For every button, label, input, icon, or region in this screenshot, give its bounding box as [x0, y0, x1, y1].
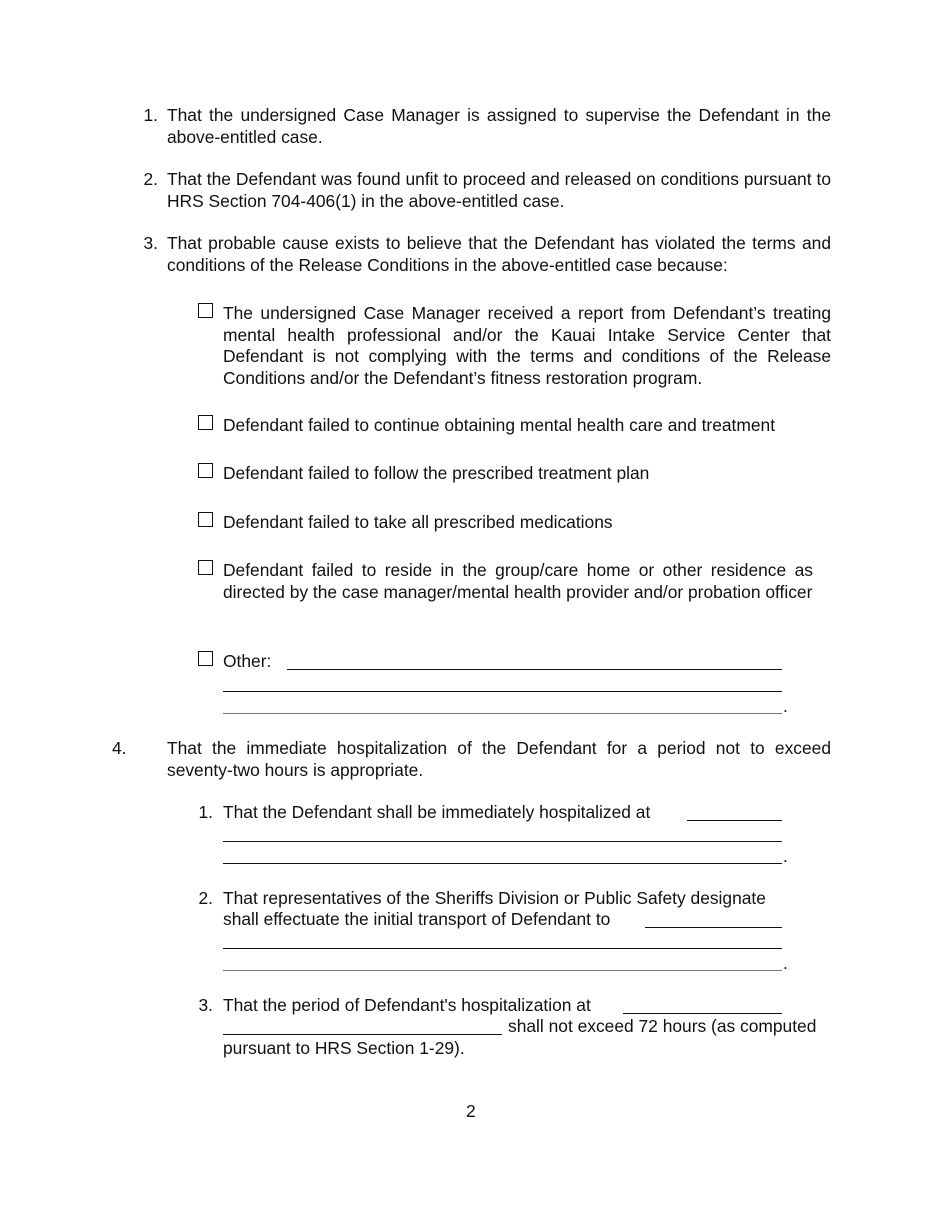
violation-3-text: Defendant failed to follow the prescribed treatment plan [223, 463, 650, 483]
violation-1-checkbox[interactable] [198, 303, 213, 318]
finding-2-text: That the Defendant was found unfit to proceed and released on conditions pursuant to HRS Section 704-406(1) in the above-entitled case. [167, 169, 831, 211]
finding-2-number: 2. [143, 169, 158, 189]
other-period: . [783, 696, 788, 716]
other-blank-line-1[interactable] [287, 669, 782, 670]
transport-blank-line-2[interactable] [223, 948, 782, 949]
period-blank-line-2[interactable] [223, 1034, 502, 1035]
violation-5-checkbox[interactable] [198, 560, 213, 575]
hospital-blank-line-3[interactable] [223, 863, 782, 864]
other-blank-line-3[interactable] [223, 713, 782, 714]
period-blank-line-1[interactable] [623, 1013, 782, 1014]
violation-5-text-content: Defendant failed to reside in the group/care home or other residence as directed by the case manager/mental health provider and/or probation officer [223, 560, 813, 602]
finding-1-number: 1. [143, 105, 158, 125]
violation-4-checkbox[interactable] [198, 512, 213, 527]
subitem-1-number: 1. [198, 802, 213, 822]
violation-2-text: Defendant failed to continue obtaining mental health care and treatment [223, 415, 776, 435]
transport-blank-line-1[interactable] [645, 927, 782, 928]
violation-5-text [223, 560, 831, 603]
other-blank-line-2[interactable] [223, 691, 782, 692]
subitem-3-text-tail: shall not exceed 72 hours (as computed [508, 1016, 817, 1036]
finding-3-text: That probable cause exists to believe that the Defendant has violated the terms and conditions of the Release Conditions in the above-entitled case because: [167, 233, 831, 275]
subitem-3-text-line1: That the period of Defendant's hospitalization at [223, 995, 591, 1015]
finding-3-number: 3. [143, 233, 158, 253]
subitem-2-number: 2. [198, 888, 213, 908]
violation-other-checkbox[interactable] [198, 651, 213, 666]
subitem-2-text-line2: shall effectuate the initial transport of Defendant to [223, 909, 611, 929]
section-4-number: 4. [112, 738, 127, 758]
section-4-text: That the immediate hospitalization of the Defendant for a period not to exceed seventy-two hours is appropriate. [167, 738, 831, 780]
finding-1-text: That the undersigned Case Manager is assigned to supervise the Defendant in the above-entitled case. [167, 105, 831, 147]
violation-other-label: Other: [223, 651, 272, 671]
violation-2-checkbox[interactable] [198, 415, 213, 430]
subitem-1-text: That the Defendant shall be immediately hospitalized at [223, 802, 651, 822]
subitem-3-text-line3: pursuant to HRS Section 1-29). [223, 1038, 465, 1058]
hospital-blank-line-2[interactable] [223, 841, 782, 842]
subitem-2-text-line1: That representatives of the Sheriffs Division or Public Safety designate [223, 888, 766, 908]
subitem-3-number: 3. [198, 995, 213, 1015]
violation-3-checkbox[interactable] [198, 463, 213, 478]
transport-period: . [783, 953, 788, 973]
transport-blank-line-3[interactable] [223, 970, 782, 971]
hospital-blank-line-1[interactable] [687, 820, 782, 821]
violation-4-text: Defendant failed to take all prescribed medications [223, 512, 613, 532]
violation-1-text: The undersigned Case Manager received a report from Defendant’s treating mental health professional and/or the Kauai Intake Service Center that Defendant is not complying with the terms and conditions of the Release Conditions and/or the Defendant’s fitness restoration program. [223, 303, 831, 388]
page-number: 2 [466, 1101, 476, 1121]
hospital-period: . [783, 846, 788, 866]
